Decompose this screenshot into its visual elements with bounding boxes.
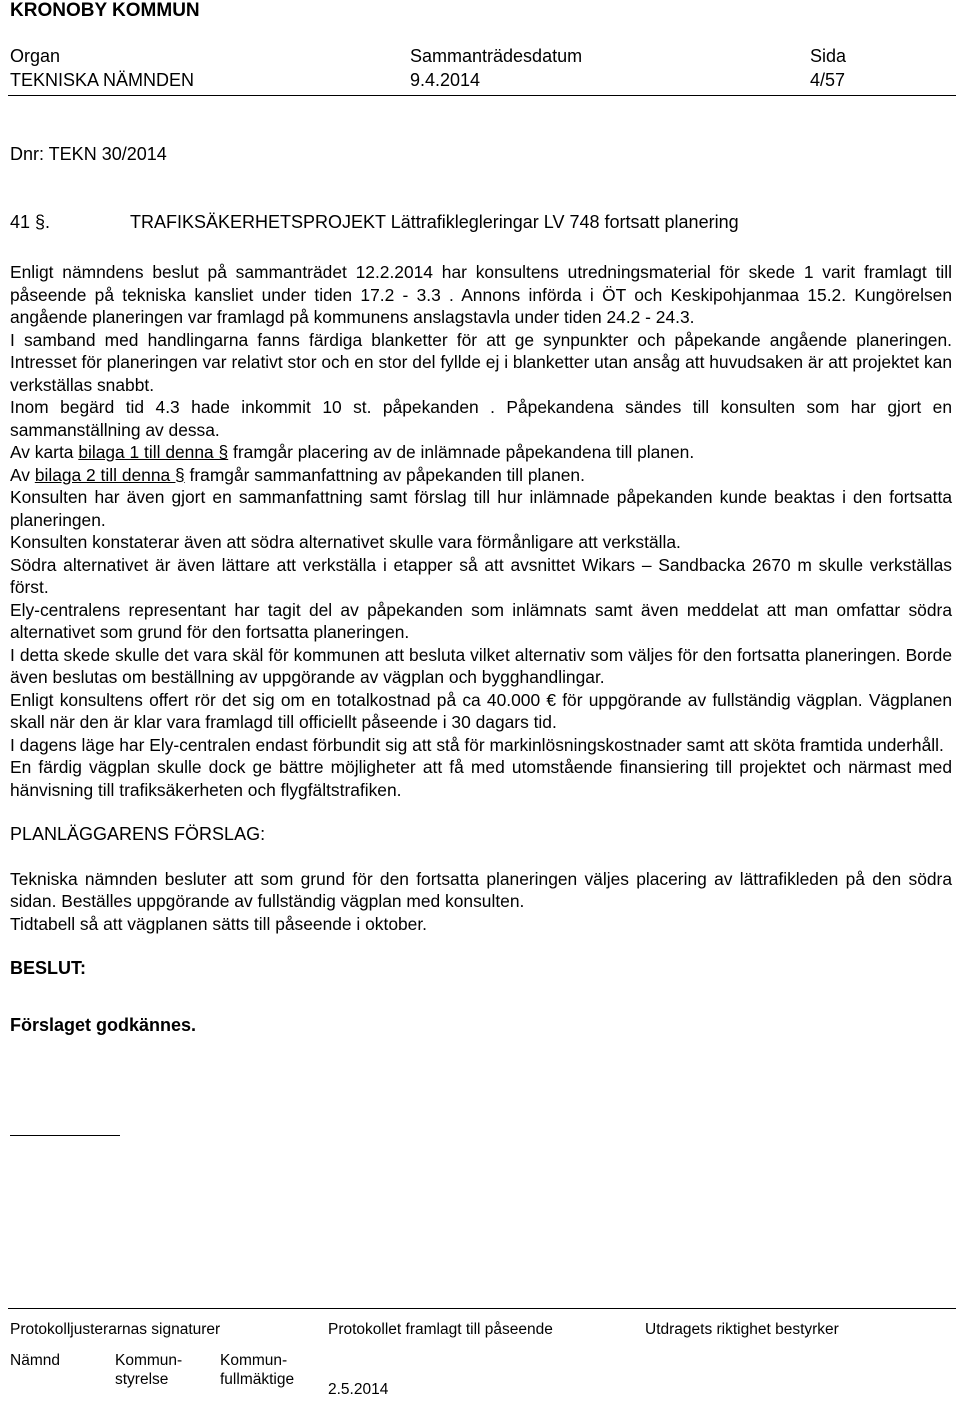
paragraph: Inom begärd tid 4.3 hade inkommit 10 st. påpekanden . Påpekandena sändes till konsulten som har gjort en sammanställning av dessa. [10,397,952,440]
page-number: 4/57 [810,70,846,90]
fullmaktige-label-2: fullmäktige [220,1371,295,1388]
paragraph: Södra alternativet är även lättare att verkställa i etapper så att avsnittet Wikars – Sandbacka 2670 m skulle verkställas först. [10,554,952,597]
page-label: Sida [810,46,847,66]
extract-certified-label: Utdragets riktighet bestyrker [645,1321,839,1338]
namnd-label: Nämnd [10,1352,60,1369]
end-rule [10,1135,120,1136]
paragraph: I detta skede skulle det vara skäl för kommunen att besluta vilket alternativ som väljes för den fortsatta planeringen. Borde även beslutas om beställning av uppgörande av vägplan och bygghandlingar. [10,644,952,687]
decision-text: Förslaget godkännes. [10,1014,197,1035]
kommunstyrelse-label-1: Kommun- [115,1352,183,1369]
footer-divider [8,1308,956,1309]
attachment-2-link[interactable]: bilaga 2 till denna § [34,464,185,485]
paragraph: I dagens läge har Ely-centralen endast förbundit sig att stå för markinlösningskostnader samt att sköta framtida underhåll. [10,734,944,755]
paragraph [10,441,952,464]
organization-name: KRONOBY KOMMUN [10,0,200,21]
text: Av [10,464,35,485]
signatures-label: Protokolljusterarnas signaturer [10,1321,221,1338]
proposal-text: Tidtabell så att vägplanen sätts till påseende i oktober. [10,913,427,934]
meeting-date-value: 9.4.2014 [410,70,481,90]
proposal-text: Tekniska nämnden besluter att som grund för den fortsatta planeringen väljes placering av lättrafikleden på den södra sidan. Beställes uppgörande av fullständig vägplan med konsulten. [10,868,952,911]
paragraph: Konsulten konstaterar även att södra alternativet skulle vara förmånligare att verkställa. [10,532,681,552]
organ-label: Organ [10,46,61,66]
attachment-1-link[interactable]: bilaga 1 till denna § [78,442,229,462]
decision-heading: BESLUT: [10,958,86,978]
paragraph: En färdig vägplan skulle dock ge bättre möjligheter att få med utomstående finansiering till projektet och närmast med hänvisning till trafiksäkerheten och flygfältstrafiken. [10,757,952,800]
paragraph [10,464,952,487]
minutes-body [10,261,952,1036]
proposal-heading: PLANLÄGGARENS FÖRSLAG: [10,824,266,844]
text: framgår placering av de inlämnade påpekandena till planen. [228,442,695,462]
diary-number: Dnr: TEKN 30/2014 [10,144,167,164]
paragraph: Ely-centralens representant har tagit del av påpekanden som inlämnats samt även meddelat att man omfattar södra alternativet som grund för den fortsatta planeringen. [10,599,952,642]
paragraph: Enligt konsultens offert rör det sig om en totalkostnad på ca 40.000 € för uppgörande av fullständig vägplan. Vägplanen skall när den är klar vara framlagd till officiellt påseende i 30 dagars tid. [10,689,952,732]
posted-label: Protokollet framlagt till påseende [328,1321,553,1338]
fullmaktige-label-1: Kommun- [220,1352,288,1369]
paragraph: Konsulten har även gjort en sammanfattning samt förslag till hur inlämnade påpekanden kunde beaktas i den fortsatta planeringen. [10,487,952,530]
section-number: 41 §. [10,212,51,232]
paragraph: I samband med handlingarna fanns färdiga blanketter för att ge synpunkter och påpekande angående planeringen. Intresset för planeringen var relativt stor och en stor del fyllde ej i blanketter utan ansåg att huvudsaken är att projektet kan verkställas snabbt. [10,329,952,395]
text: framgår sammanfattning av påpekanden till planen. [184,464,585,485]
posted-date: 2.5.2014 [328,1381,389,1398]
paragraph: Enligt nämndens beslut på sammanträdet 12.2.2014 har konsultens utredningsmaterial för skede 1 varit framlagt till påseende på tekniska kansliet under tiden 17.2 - 3.3 . Annons införda i ÖT och Keskipohjanmaa 15.2. Kungörelsen angående planeringen var framlagd på kommunens anslagstavla under tiden 24.2 - 24.3. [10,262,952,327]
text: Av karta [10,442,79,462]
meeting-date-label: Sammanträdesdatum [410,46,583,66]
organ-value: TEKNISKA NÄMNDEN [10,70,195,90]
kommunstyrelse-label-2: styrelse [115,1371,169,1388]
header-divider [8,95,956,96]
section-title: TRAFIKSÄKERHETSPROJEKT Lättrafiklegleringar LV 748 fortsatt planering [130,212,739,232]
